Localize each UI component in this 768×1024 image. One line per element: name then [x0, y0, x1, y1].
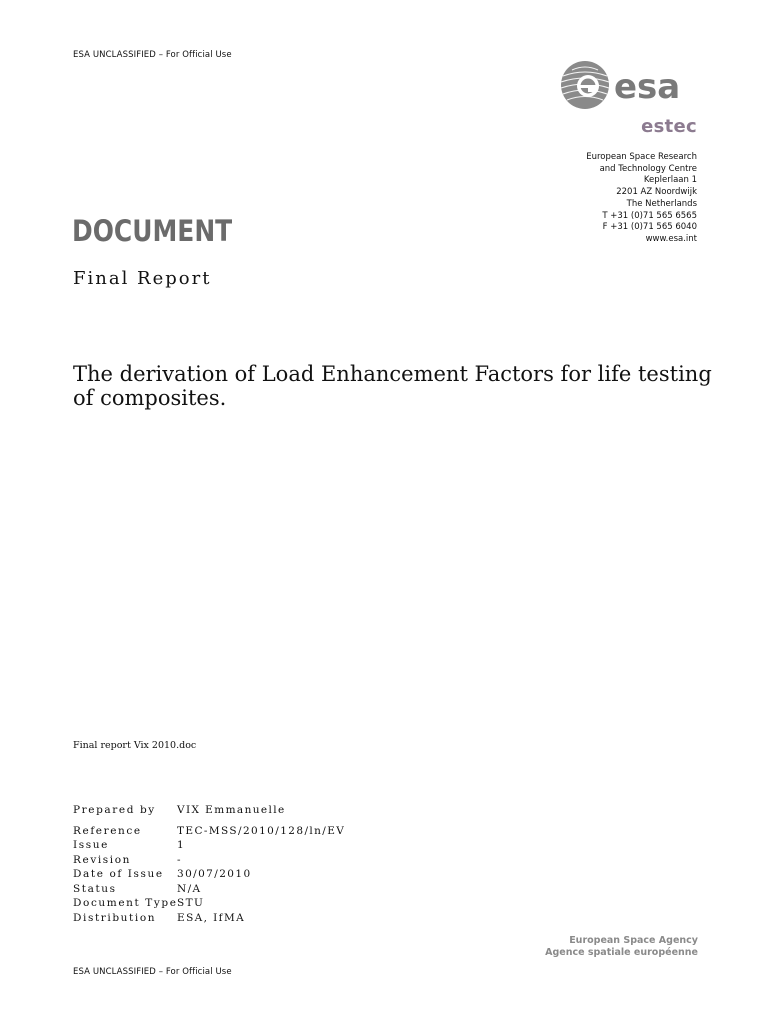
address-line: The Netherlands [626, 198, 697, 209]
address-phone: T +31 (0)71 565 6565 [602, 210, 697, 221]
meta-label: Date of Issue [73, 868, 164, 880]
address-fax: F +31 (0)71 565 6040 [602, 222, 697, 233]
meta-label: Status [73, 882, 117, 895]
agency-name-english: European Space Agency [569, 935, 698, 946]
document-filename: Final report Vix 2010.doc [73, 740, 197, 751]
estec-label: estec [641, 116, 697, 137]
meta-value: 30/07/2010 [177, 868, 252, 880]
document-label: DOCUMENT [72, 214, 233, 248]
address-line: and Technology Centre [599, 163, 697, 174]
address-line: 2201 AZ Noordwijk [616, 187, 697, 198]
meta-value: VIX Emmanuelle [177, 804, 286, 816]
esa-logo [558, 58, 700, 114]
meta-row-reference [73, 824, 345, 839]
document-metadata [73, 803, 345, 925]
document-type: Final Report [73, 268, 212, 289]
meta-row-date-of-issue [73, 867, 345, 882]
agency-name-french: Agence spatiale européenne [545, 946, 698, 958]
meta-value: 1 [177, 839, 186, 851]
meta-value: ESA, IfMA [177, 911, 246, 924]
address-line: Keplerlaan 1 [643, 175, 697, 186]
meta-label: Revision [73, 853, 132, 866]
document-title: The derivation of Load Enhancement Factors for life testing of composites. [73, 362, 712, 410]
meta-row-revision [73, 853, 345, 868]
meta-label: Reference [73, 824, 142, 837]
meta-row-distribution [73, 911, 345, 926]
meta-row-status [73, 882, 345, 897]
meta-row-document-type [73, 896, 345, 911]
meta-label: Document Type [73, 897, 178, 909]
esa-globe-icon [561, 61, 609, 109]
esa-wordmark: esa [614, 67, 681, 107]
meta-label: Issue [73, 839, 109, 851]
classification-footer: ESA UNCLASSIFIED – For Official Use [73, 967, 232, 977]
agency-name [500, 935, 698, 958]
address-block [520, 152, 697, 246]
meta-value: N/A [177, 882, 202, 895]
meta-row-prepared-by [73, 803, 345, 818]
address-line: European Space Research [586, 152, 697, 162]
meta-value: STU [177, 897, 205, 909]
meta-row-issue [73, 838, 345, 853]
meta-label: Prepared by [73, 804, 156, 816]
meta-value: TEC-MSS/2010/128/ln/EV [177, 824, 346, 837]
meta-label: Distribution [73, 911, 157, 924]
address-website: www.esa.int [645, 233, 697, 244]
meta-value: - [177, 853, 182, 866]
classification-header: ESA UNCLASSIFIED – For Official Use [73, 50, 232, 60]
